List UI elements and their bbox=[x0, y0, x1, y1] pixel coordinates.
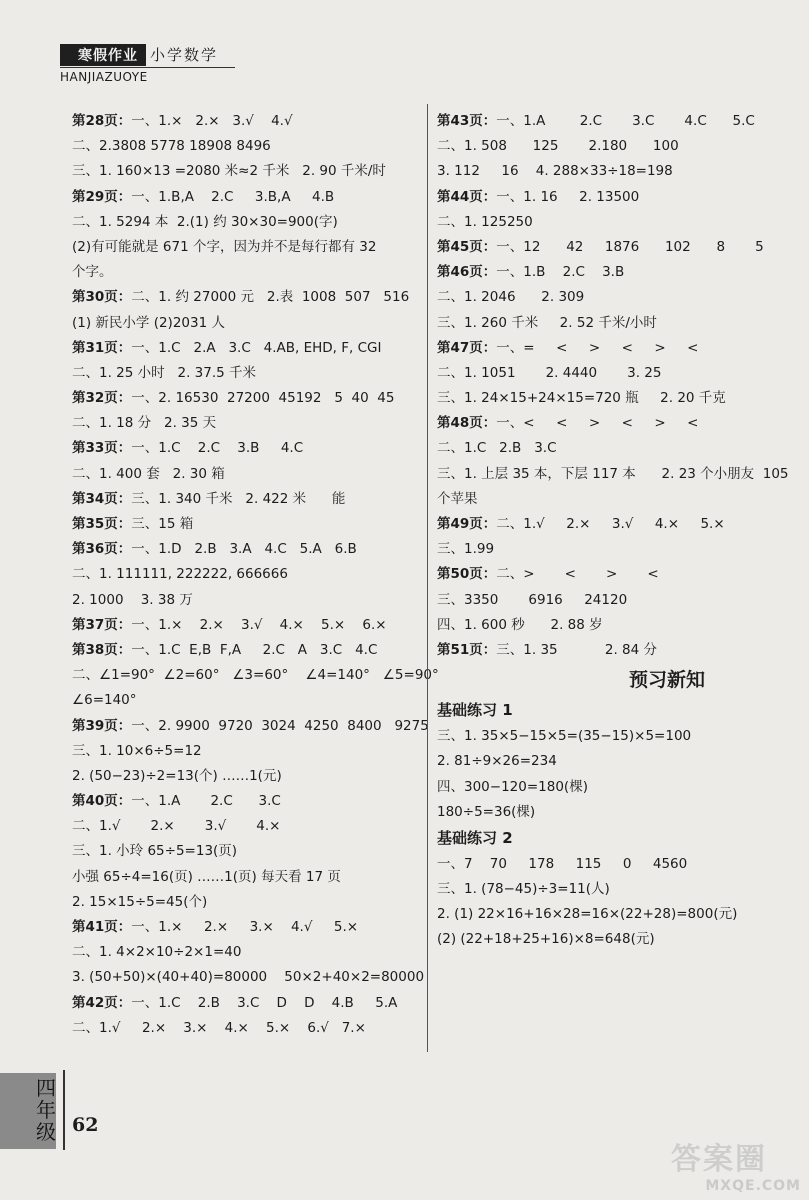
answer-line: 第28页：一、1.× 2.× 3.√ 4.√ bbox=[72, 113, 293, 129]
answer-line: 第34页：三、1. 340 千米 2. 422 米 能 bbox=[72, 490, 346, 507]
answer-line: 180÷5=36(棵) bbox=[437, 803, 536, 820]
answer-line: 第46页：一、1.B 2.C 3.B bbox=[437, 264, 625, 281]
watermark-top: 答案圈 bbox=[671, 1142, 767, 1177]
answer-line: (1) 新民小学 (2)2031 人 bbox=[72, 314, 225, 331]
answer-line: 第49页：二、1.√ 2.× 3.√ 4.× 5.× bbox=[437, 516, 725, 532]
book-header bbox=[60, 44, 235, 84]
answer-line: 三、1. 260 千米 2. 52 千米/小时 bbox=[437, 314, 657, 331]
answer-line: 第45页：一、12 42 1876 102 8 5 bbox=[437, 238, 764, 255]
answer-line: 第39页：一、2. 9900 9720 3024 4250 8400 9275 bbox=[72, 717, 429, 734]
answer-line: 二、1. 5294 本 2.(1) 约 30×30=900(字) bbox=[72, 213, 338, 230]
practice2-title: 基础练习 2 bbox=[437, 828, 513, 847]
answers-right-list bbox=[437, 109, 789, 663]
answer-line: 第44页：一、1. 16 2. 13500 bbox=[437, 188, 640, 205]
practice1-list bbox=[437, 724, 777, 825]
answer-line: 三、1. 上层 35 本，下层 117 本 2. 23 个小朋友 105 bbox=[437, 465, 789, 482]
answer-line: 二、1. 125250 bbox=[437, 213, 533, 230]
answer-line: 二、1. 4×2×10÷2×1=40 bbox=[72, 944, 242, 961]
answer-line: 2. 1000 3. 38 万 bbox=[72, 591, 193, 608]
watermark-logo bbox=[671, 1134, 801, 1194]
answer-line: 四、300−120=180(棵) bbox=[437, 778, 588, 795]
answer-line: 二、1.√ 2.× 3.√ 4.× bbox=[72, 818, 281, 835]
answer-line: 二、1. 2046 2. 309 bbox=[437, 289, 585, 306]
answer-line: 三、3350 6916 24120 bbox=[437, 591, 628, 608]
answer-line: 2. 81÷9×26=234 bbox=[437, 753, 557, 770]
header-pinyin: HANJIAZUOYE bbox=[60, 70, 148, 84]
section-title: 预习新知 bbox=[628, 669, 705, 692]
answer-line: 三、1. 24×15+24×15=720 瓶 2. 20 千克 bbox=[437, 390, 726, 407]
answer-line: 三、1. (78−45)÷3=11(人) bbox=[437, 881, 610, 898]
grade-rule bbox=[63, 1070, 65, 1150]
answer-line: 个字。 bbox=[72, 264, 113, 281]
answer-line: 第30页：二、1. 约 27000 元 2.表 1008 507 516 bbox=[72, 289, 410, 306]
answer-line: 三、1. 160×13 =2080 米≈2 千米 2. 90 千米/时 bbox=[72, 163, 386, 180]
answer-line: 二、∠1=90° ∠2=60° ∠3=60° ∠4=140° ∠5=90° bbox=[72, 667, 439, 684]
answer-line: 个苹果 bbox=[437, 490, 478, 507]
answer-line: (2)有可能就是 671 个字，因为并不是每行都有 32 bbox=[72, 238, 377, 255]
answer-line: 第38页：一、1.C E,B F,A 2.C A 3.C 4.C bbox=[72, 641, 378, 658]
answer-line: 第51页：三、1. 35 2. 84 分 bbox=[437, 641, 657, 658]
answer-line: 3. 112 16 4. 288×33÷18=198 bbox=[437, 163, 673, 180]
answer-line: 第43页：一、1.A 2.C 3.C 4.C 5.C bbox=[437, 113, 755, 129]
answer-line: 三、1. 10×6÷5=12 bbox=[72, 742, 202, 759]
answer-line: 第31页：一、1.C 2.A 3.C 4.AB, EHD, F, CGI bbox=[72, 339, 382, 356]
practice2-list bbox=[437, 852, 777, 953]
answer-line: 二、1. 400 套 2. 30 箱 bbox=[72, 465, 225, 482]
grade-label: 四年级 bbox=[36, 1076, 56, 1144]
answers-right-column bbox=[437, 109, 789, 953]
answer-line: 二、1. 18 分 2. 35 天 bbox=[72, 415, 217, 432]
answer-line: 2. (50−23)÷2=13(个) ……1(元) bbox=[72, 767, 282, 784]
answer-line: 第37页：一、1.× 2.× 3.√ 4.× 5.× 6.× bbox=[72, 616, 387, 633]
answer-line: 二、2.3808 5778 18908 8496 bbox=[72, 138, 271, 155]
answer-line: 第36页：一、1.D 2.B 3.A 4.C 5.A 6.B bbox=[72, 541, 357, 558]
answer-line: 一、7 70 178 115 0 4560 bbox=[437, 855, 688, 872]
answer-line: 小强 65÷4=16(页) ……1(页) 每天看 17 页 bbox=[72, 868, 341, 885]
answer-line: 二、1. 111111, 222222, 666666 bbox=[72, 566, 288, 583]
answer-line: ∠6=140° bbox=[72, 692, 137, 709]
header-rule bbox=[60, 67, 235, 68]
answer-line: 三、1.99 bbox=[437, 541, 495, 558]
answer-line: 2. 15×15÷5=45(个) bbox=[72, 893, 208, 910]
answer-line: 第29页：一、1.B,A 2.C 3.B,A 4.B bbox=[72, 188, 335, 205]
answer-line: 2. (1) 22×16+16×28=16×(22+28)=800(元) bbox=[437, 906, 738, 923]
answer-line: (2) (22+18+25+16)×8=648(元) bbox=[437, 931, 655, 948]
answer-line: 第50页：二、> < > < bbox=[437, 566, 659, 583]
answer-line: 二、1.√ 2.× 3.× 4.× 5.× 6.√ 7.× bbox=[72, 1019, 366, 1036]
page-number: 62 bbox=[72, 1114, 99, 1136]
answer-line: 第32页：一、2. 16530 27200 45192 5 40 45 bbox=[72, 390, 395, 407]
header-title-box: 寒假作业 bbox=[60, 44, 146, 66]
answer-line: 第40页：一、1.A 2.C 3.C bbox=[72, 793, 281, 810]
answers-left-column bbox=[72, 109, 439, 1041]
answer-line: 第47页：一、= < > < > < bbox=[437, 339, 699, 356]
watermark-bottom: MXQE.COM bbox=[705, 1178, 801, 1194]
column-divider bbox=[427, 104, 428, 1052]
header-subject: 小学数学 bbox=[150, 46, 219, 64]
answer-line: 第35页：三、15 箱 bbox=[72, 516, 194, 532]
answer-line: 二、1. 1051 2. 4440 3. 25 bbox=[437, 364, 662, 381]
answer-line: 二、1. 508 125 2.180 100 bbox=[437, 138, 679, 155]
practice1-title: 基础练习 1 bbox=[437, 701, 513, 720]
answer-line: 第42页：一、1.C 2.B 3.C D D 4.B 5.A bbox=[72, 994, 398, 1011]
answer-line: 三、1. 35×5−15×5=(35−15)×5=100 bbox=[437, 728, 692, 745]
answer-line: 第33页：一、1.C 2.C 3.B 4.C bbox=[72, 440, 304, 457]
answer-line: 二、1.C 2.B 3.C bbox=[437, 440, 557, 457]
answer-line: 四、1. 600 秒 2. 88 岁 bbox=[437, 616, 603, 633]
answer-line: 第48页：一、< < > < > < bbox=[437, 415, 699, 432]
answer-line: 3. (50+50)×(40+40)=80000 50×2+40×2=80000 bbox=[72, 969, 425, 986]
answer-line: 第41页：一、1.× 2.× 3.× 4.√ 5.× bbox=[72, 919, 359, 935]
answer-line: 三、1. 小玲 65÷5=13(页) bbox=[72, 843, 238, 860]
answer-line: 二、1. 25 小时 2. 37.5 千米 bbox=[72, 364, 257, 381]
